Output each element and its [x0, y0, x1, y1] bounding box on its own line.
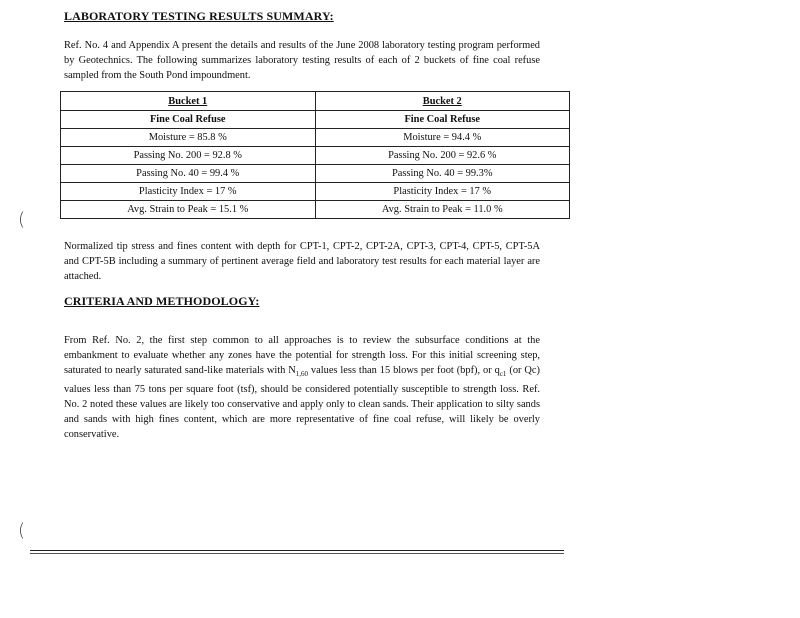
- bucket-1-passing-200: Passing No. 200 = 92.8 %: [61, 147, 316, 165]
- lab-results-intro: Ref. No. 4 and Appendix A present the details and results of the June 2008 laboratory testing program performed by Geotechnics. The following summarizes laboratory testing results of each of 2 buckets of fine coal refuse sampled from the South Pond impoundment.: [64, 40, 540, 81]
- binding-hole-mark: (: [18, 209, 26, 230]
- table-row: [61, 165, 570, 183]
- bucket-1-avg-strain: Avg. Strain to Peak = 15.1 %: [61, 201, 316, 219]
- bucket-2-avg-strain: Avg. Strain to Peak = 11.0 %: [315, 201, 570, 219]
- table-row: [61, 201, 570, 219]
- bucket-2-material: Fine Coal Refuse: [315, 111, 570, 129]
- bucket-1-plasticity-index: Plasticity Index = 17 %: [61, 183, 316, 201]
- bucket-1-passing-40: Passing No. 40 = 99.4 %: [61, 165, 316, 183]
- q-subscript: c1: [499, 370, 507, 379]
- n-symbol: N: [288, 365, 296, 376]
- bucket-1-material: Fine Coal Refuse: [61, 111, 316, 129]
- lab-results-table: [60, 91, 570, 219]
- bucket-1-moisture: Moisture = 85.8 %: [61, 129, 316, 147]
- lab-results-heading: LABORATORY TESTING RESULTS SUMMARY:: [64, 9, 334, 23]
- table-row: [61, 129, 570, 147]
- bucket-2-plasticity-index: Plasticity Index = 17 %: [315, 183, 570, 201]
- q-symbol: q: [494, 365, 500, 376]
- table-row: [61, 183, 570, 201]
- n-subscript: 1,60: [295, 370, 308, 379]
- criteria-heading: CRITERIA AND METHODOLOGY:: [64, 294, 260, 308]
- bucket-2-header: Bucket 2: [315, 92, 570, 111]
- bucket-2-moisture: Moisture = 94.4 %: [315, 129, 570, 147]
- table-row: [61, 147, 570, 165]
- binding-hole-mark: (: [18, 520, 26, 541]
- bucket-2-passing-200: Passing No. 200 = 92.6 %: [315, 147, 570, 165]
- bucket-2-passing-40: Passing No. 40 = 99.3%: [315, 165, 570, 183]
- table-header-row: [61, 92, 570, 111]
- normalized-paragraph: Normalized tip stress and fines content with depth for CPT-1, CPT-2, CPT-2A, CPT-3, CPT-4, CPT-5, CPT-5A and CPT-5B including a summary of pertinent average field and laboratory test results for each material layer are attached.: [64, 241, 540, 282]
- footer-rule: [30, 550, 564, 554]
- bucket-1-header: Bucket 1: [61, 92, 316, 111]
- table-material-row: [61, 111, 570, 129]
- criteria-paragraph: From Ref. No. 2, the first step common to all approaches is to review the subsurface conditions at the embankment to evaluate whether any zones have the potential for strength loss. For this initial screening step, saturated to nearly saturated sand-like materials with $N_{1,60}$ values less than 15 blows per foot (bpf), or $q_{c1}$ (or Qc) values less than 75 tons per square foot (tsf), should be considered potentially susceptible to strength loss. Ref. No. 2 noted these values are likely too conservative and apply only to clean sands. Their application to silty sands and sands with high fines content, which are more representative of fine coal refuse, will likely be overly conservative.: [64, 335, 540, 441]
